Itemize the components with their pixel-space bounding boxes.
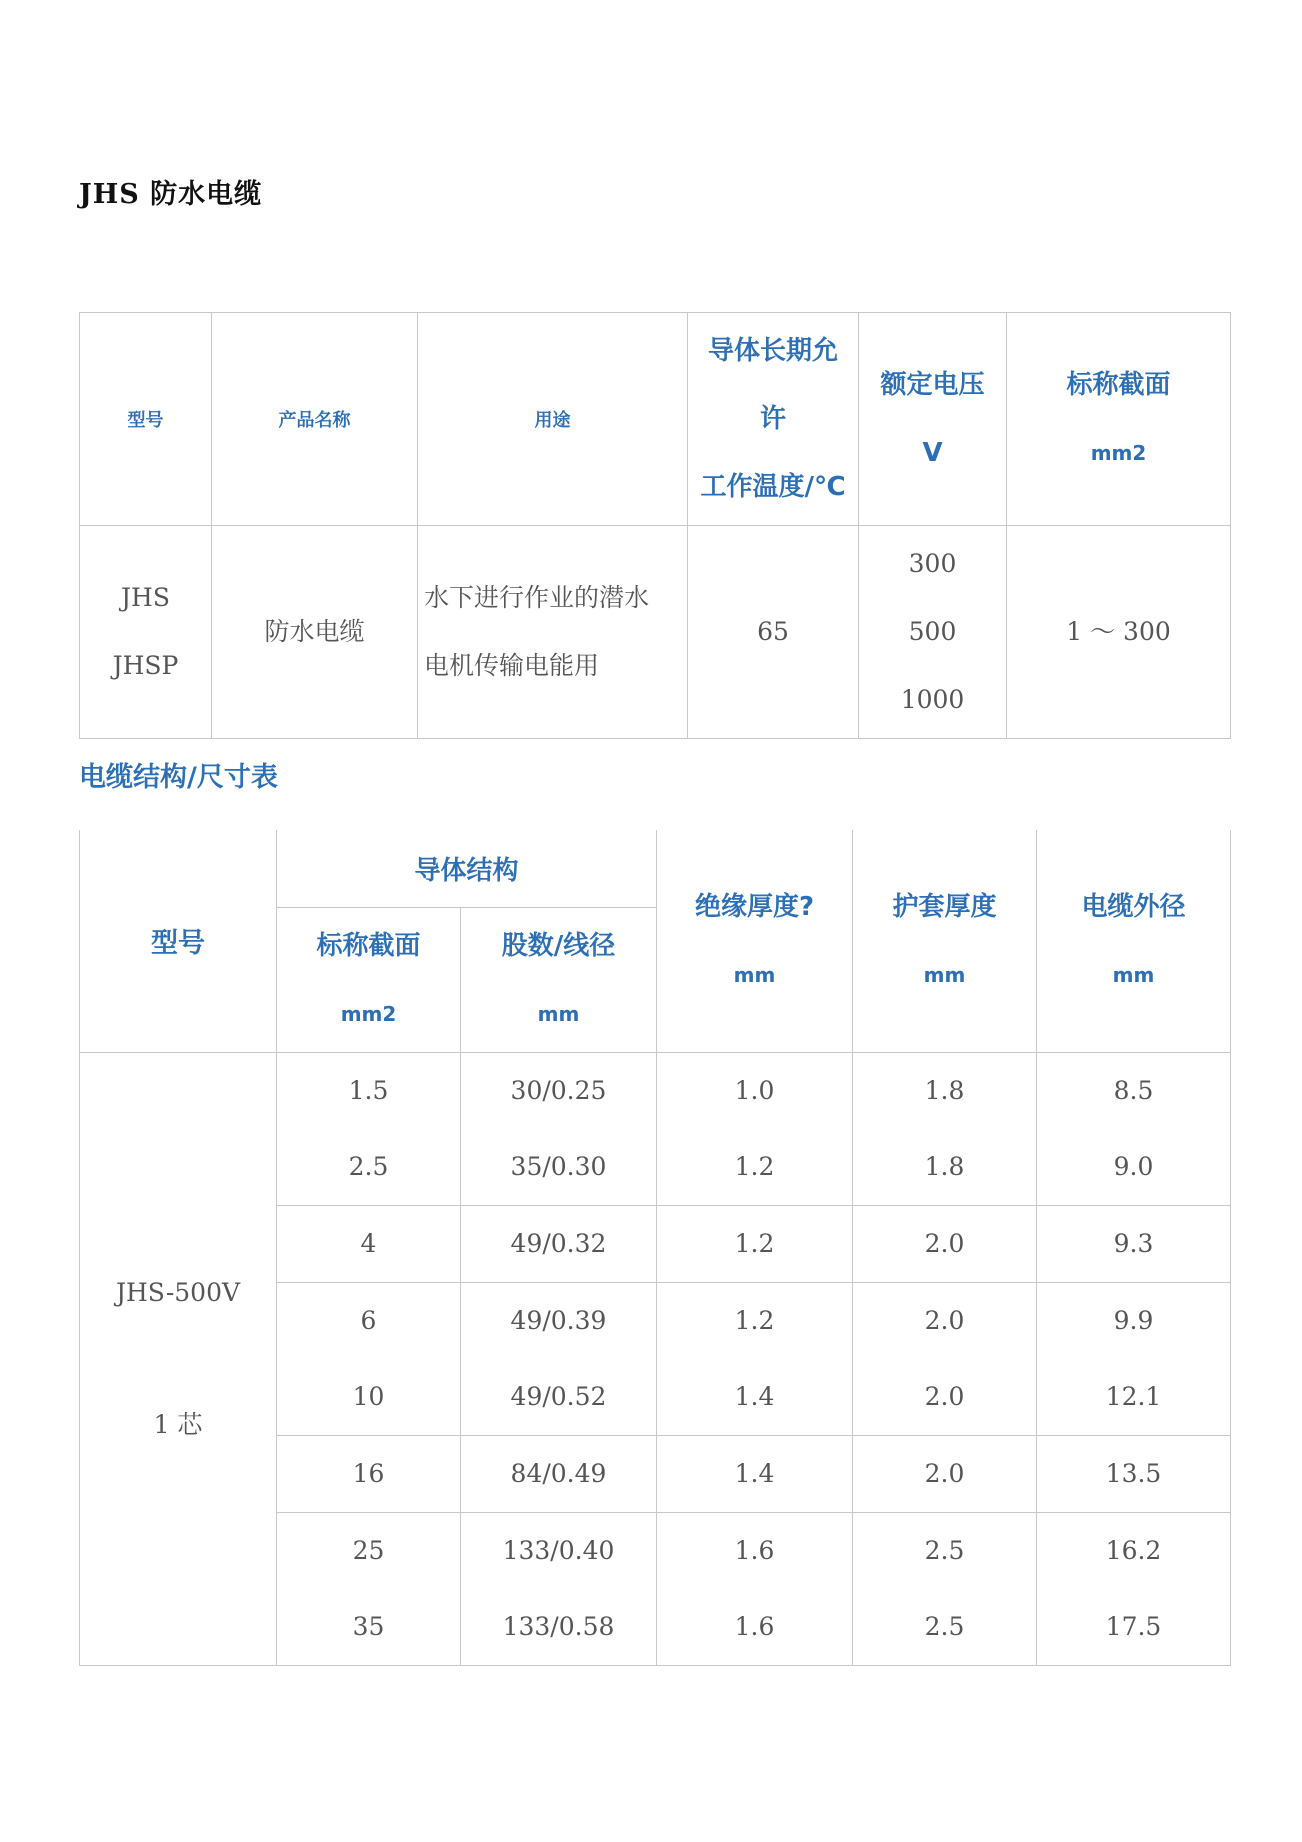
- model-name: JHS-500V: [115, 1277, 241, 1307]
- header-voltage-label: 额定电压: [880, 370, 985, 400]
- header-product-name: 产品名称: [212, 313, 418, 526]
- cell-sheath: 2.0: [853, 1435, 1037, 1512]
- cell-insulation: 1.4: [657, 1359, 853, 1436]
- model-cores: 1 芯: [153, 1409, 203, 1439]
- cell-strands: 84/0.49: [461, 1435, 657, 1512]
- cell-strands: 133/0.58: [461, 1589, 657, 1666]
- header-insulation-unit: mm: [733, 962, 776, 987]
- cell-section: 4: [277, 1205, 461, 1282]
- header-section: [1007, 313, 1231, 526]
- cell-strands: 49/0.39: [461, 1282, 657, 1359]
- cell-strands: 133/0.40: [461, 1512, 657, 1589]
- voltage-500: 500: [908, 617, 957, 646]
- cell-strands: 35/0.30: [461, 1129, 657, 1206]
- table-header-row: [80, 313, 1231, 526]
- header-section-label: 标称截面: [1066, 370, 1171, 400]
- header-nominal-section-label: 标称截面: [316, 930, 421, 961]
- header-nominal-section: [277, 907, 461, 1052]
- header-model: 型号: [80, 313, 212, 526]
- header-voltage-unit: V: [922, 438, 943, 468]
- cell-strands: 49/0.32: [461, 1205, 657, 1282]
- table-row: [80, 526, 1231, 739]
- document-title: JHS 防水电缆: [79, 179, 263, 210]
- header-sheath: [853, 830, 1037, 1052]
- cell-strands: 49/0.52: [461, 1359, 657, 1436]
- cell-insulation: 1.2: [657, 1205, 853, 1282]
- cell-insulation: 1.0: [657, 1052, 853, 1129]
- cell-sheath: 2.0: [853, 1359, 1037, 1436]
- cell-diameter: 13.5: [1037, 1435, 1231, 1512]
- cell-section: 6: [277, 1282, 461, 1359]
- cell-insulation: 1.2: [657, 1282, 853, 1359]
- cell-diameter: 17.5: [1037, 1589, 1231, 1666]
- cell-model: [80, 1052, 277, 1665]
- cell-insulation: 1.4: [657, 1435, 853, 1512]
- cell-diameter: 12.1: [1037, 1359, 1231, 1436]
- usage-line2: 电机传输电能用: [424, 651, 600, 680]
- model-jhsp: JHSP: [112, 651, 179, 680]
- header-sheath-label: 护套厚度: [892, 891, 997, 922]
- cell-insulation: 1.6: [657, 1512, 853, 1589]
- cell-section: 10: [277, 1359, 461, 1436]
- cell-product-name: 防水电缆: [212, 526, 418, 739]
- cell-diameter: 16.2: [1037, 1512, 1231, 1589]
- header-usage: 用途: [418, 313, 688, 526]
- header-temperature-line1: 导体长期允: [707, 336, 838, 366]
- product-overview-table: [79, 312, 1231, 739]
- header-model: 型号: [80, 830, 277, 1052]
- cell-section: 2.5: [277, 1129, 461, 1206]
- cell-sheath: 1.8: [853, 1129, 1037, 1206]
- table-header-row: [80, 830, 1231, 907]
- cell-model: [80, 526, 212, 739]
- cell-sheath: 2.0: [853, 1282, 1037, 1359]
- model-jhs: JHS: [121, 583, 170, 612]
- table-row: [80, 1052, 1231, 1129]
- cell-strands: 30/0.25: [461, 1052, 657, 1129]
- cell-insulation: 1.6: [657, 1589, 853, 1666]
- cell-diameter: 8.5: [1037, 1052, 1231, 1129]
- cell-temperature: 65: [688, 526, 859, 739]
- header-strands-label: 股数/线径: [501, 930, 616, 961]
- cell-section: 35: [277, 1589, 461, 1666]
- header-temperature-line3: 工作温度/℃: [700, 472, 846, 502]
- header-temperature-line2: 许: [759, 404, 786, 434]
- header-strands: [461, 907, 657, 1052]
- section-title: 电缆结构/尺寸表: [79, 762, 278, 793]
- header-section-unit: mm2: [1090, 441, 1147, 465]
- cell-usage: [418, 526, 688, 739]
- header-conductor: 导体结构: [277, 830, 657, 907]
- usage-line1: 水下进行作业的潜水: [424, 583, 650, 612]
- voltage-1000: 1000: [900, 685, 965, 714]
- cell-sheath: 2.5: [853, 1589, 1037, 1666]
- header-insulation-label: 绝缘厚度?: [694, 891, 815, 922]
- voltage-300: 300: [908, 549, 957, 578]
- cable-structure-table: [79, 830, 1231, 1666]
- header-diameter-unit: mm: [1112, 962, 1155, 987]
- header-insulation: [657, 830, 853, 1052]
- cell-section: 25: [277, 1512, 461, 1589]
- cell-insulation: 1.2: [657, 1129, 853, 1206]
- cell-sheath: 2.5: [853, 1512, 1037, 1589]
- header-strands-unit: mm: [537, 1001, 580, 1026]
- cell-section: 16: [277, 1435, 461, 1512]
- cell-diameter: 9.3: [1037, 1205, 1231, 1282]
- header-diameter-label: 电缆外径: [1081, 891, 1186, 922]
- header-voltage: [859, 313, 1007, 526]
- cell-section: 1.5: [277, 1052, 461, 1129]
- cell-sheath: 2.0: [853, 1205, 1037, 1282]
- cell-voltage: [859, 526, 1007, 739]
- header-sheath-unit: mm: [923, 962, 966, 987]
- cell-diameter: 9.0: [1037, 1129, 1231, 1206]
- cell-diameter: 9.9: [1037, 1282, 1231, 1359]
- cell-section: 1 ～ 300: [1007, 526, 1231, 739]
- cell-sheath: 1.8: [853, 1052, 1037, 1129]
- header-nominal-section-unit: mm2: [340, 1001, 397, 1026]
- header-temperature: [688, 313, 859, 526]
- header-diameter: [1037, 830, 1231, 1052]
